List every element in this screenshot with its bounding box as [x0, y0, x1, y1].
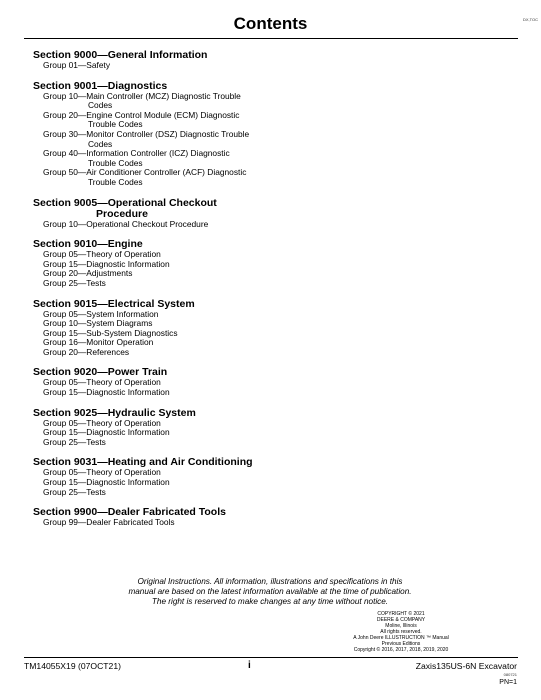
toc-group-entry[interactable]	[33, 488, 283, 498]
group-entry-text: Group 05—System Information	[43, 308, 159, 319]
toc-group-entry[interactable]	[33, 92, 283, 111]
toc-group-entry[interactable]	[33, 518, 283, 528]
group-entry-text: Group 05—Theory of Operation	[43, 377, 161, 388]
page-title: Contents	[233, 14, 308, 33]
footer-doc-id: TM14055X19 (07OCT21)	[24, 661, 121, 671]
group-entry-text: Group 05—Theory of Operation	[43, 467, 161, 478]
footer-page-number: i	[248, 660, 251, 671]
group-entry-text: Group 25—Tests	[43, 277, 106, 288]
toc-group-entry[interactable]	[33, 168, 283, 187]
toc-group-entry[interactable]	[33, 149, 283, 168]
group-entry-text: Group 01—Safety	[43, 60, 111, 70]
margin-mark: DX,TOC	[523, 17, 539, 22]
toc-group-entry[interactable]	[33, 388, 283, 398]
toc-section	[33, 50, 283, 71]
bottom-rule	[24, 657, 518, 658]
section-title-text: Section 9025—Hydraulic System	[33, 406, 196, 419]
group-entry-text: Group 99—Dealer Fabricated Tools	[43, 517, 175, 528]
group-entry-continuation: Trouble Codes	[88, 119, 143, 130]
group-entry-text: Group 25—Tests	[43, 486, 106, 497]
group-entry-text: Group 05—Theory of Operation	[43, 249, 161, 260]
footer-model: Zaxis135US-6N Excavator	[415, 661, 517, 671]
copyright-block	[296, 611, 506, 653]
section-title-text: Section 9900—Dealer Fabricated Tools	[33, 506, 226, 519]
group-entry-text: Group 25—Tests	[43, 436, 106, 447]
copyright-line: All rights reserved.	[380, 629, 422, 635]
copyright-line: Moline, Illinois	[385, 623, 417, 629]
toc-section	[33, 457, 283, 497]
toc-group-entry[interactable]	[33, 61, 283, 71]
group-entry-text: Group 40—Information Controller (ICZ) Diagnostic	[43, 148, 230, 159]
group-entry-continuation: Codes	[88, 100, 113, 111]
group-entry-text: Group 20—Adjustments	[43, 268, 133, 279]
group-entry-text: Group 15—Diagnostic Information	[43, 387, 170, 398]
group-entry-continuation: Trouble Codes	[88, 157, 143, 168]
toc-section	[33, 81, 283, 188]
group-entry-text: Group 05—Theory of Operation	[43, 417, 161, 428]
group-entry-text: Group 10—Main Controller (MCZ) Diagnostic Trouble	[43, 90, 241, 101]
group-entry-text: Group 10—System Diagrams	[43, 318, 153, 329]
section-title-text: Section 9000—General Information	[33, 49, 208, 61]
section-title-text: Section 9010—Engine	[33, 238, 143, 251]
toc-group-entry[interactable]	[33, 279, 283, 289]
copyright-line: COPYRIGHT © 2021	[377, 611, 425, 617]
section-title-text: Section 9015—Electrical System	[33, 297, 195, 310]
toc-group-entry[interactable]	[33, 111, 283, 130]
footer-pn: PN=1	[499, 679, 517, 686]
original-instructions-notice	[60, 577, 480, 607]
toc-group-entry[interactable]	[33, 348, 283, 358]
toc-section	[33, 239, 283, 288]
group-entry-text: Group 15—Sub-System Diagnostics	[43, 327, 178, 338]
table-of-contents	[33, 50, 283, 538]
section-title[interactable]	[33, 198, 283, 220]
section-title-text: Section 9005—Operational Checkout	[33, 196, 217, 209]
toc-section	[33, 408, 283, 448]
group-entry-text: Group 20—References	[43, 346, 130, 357]
toc-section	[33, 299, 283, 358]
group-entry-text: Group 16—Monitor Operation	[43, 337, 154, 348]
section-title-text: Section 9031—Heating and Air Conditioning	[33, 456, 253, 469]
copyright-line: Previous Editions	[381, 641, 421, 647]
toc-section	[33, 198, 283, 230]
section-title-text: Section 9020—Power Train	[33, 366, 168, 379]
top-rule	[24, 38, 518, 39]
group-entry-text: Group 20—Engine Control Module (ECM) Diagnostic	[43, 109, 240, 120]
instructions-line: manual are based on the latest information available at the time of publication.	[128, 587, 412, 596]
group-entry-text: Group 15—Diagnostic Information	[43, 427, 170, 438]
copyright-line: Copyright © 2016, 2017, 2018, 2019, 2020	[353, 647, 449, 653]
footer-date-code: 080721	[503, 672, 517, 677]
copyright-line: DEERE & COMPANY	[376, 617, 426, 623]
group-entry-text: Group 15—Diagnostic Information	[43, 477, 170, 488]
toc-group-entry[interactable]	[33, 220, 283, 230]
section-title-text: Section 9001—Diagnostics	[33, 79, 168, 92]
group-entry-continuation: Trouble Codes	[88, 176, 143, 187]
toc-section	[33, 507, 283, 528]
group-entry-text: Group 10—Operational Checkout Procedure	[43, 218, 209, 229]
group-entry-text: Group 30—Monitor Controller (DSZ) Diagnostic Trouble	[43, 128, 250, 139]
group-entry-continuation: Codes	[88, 138, 113, 149]
instructions-line: The right is reserved to make changes at any time without notice.	[151, 597, 389, 606]
group-entry-text: Group 15—Diagnostic Information	[43, 258, 170, 269]
toc-group-entry[interactable]	[33, 438, 283, 448]
copyright-line: A John Deere ILLUSTRUCTION ™ Manual	[353, 635, 449, 641]
toc-group-entry[interactable]	[33, 130, 283, 149]
toc-section	[33, 367, 283, 397]
group-entry-text: Group 50—Air Conditioner Controller (ACF) Diagnostic	[43, 167, 247, 178]
section-title-continuation: Procedure	[96, 207, 148, 220]
instructions-line: Original Instructions. All information, illustrations and specifications in this	[137, 577, 403, 586]
